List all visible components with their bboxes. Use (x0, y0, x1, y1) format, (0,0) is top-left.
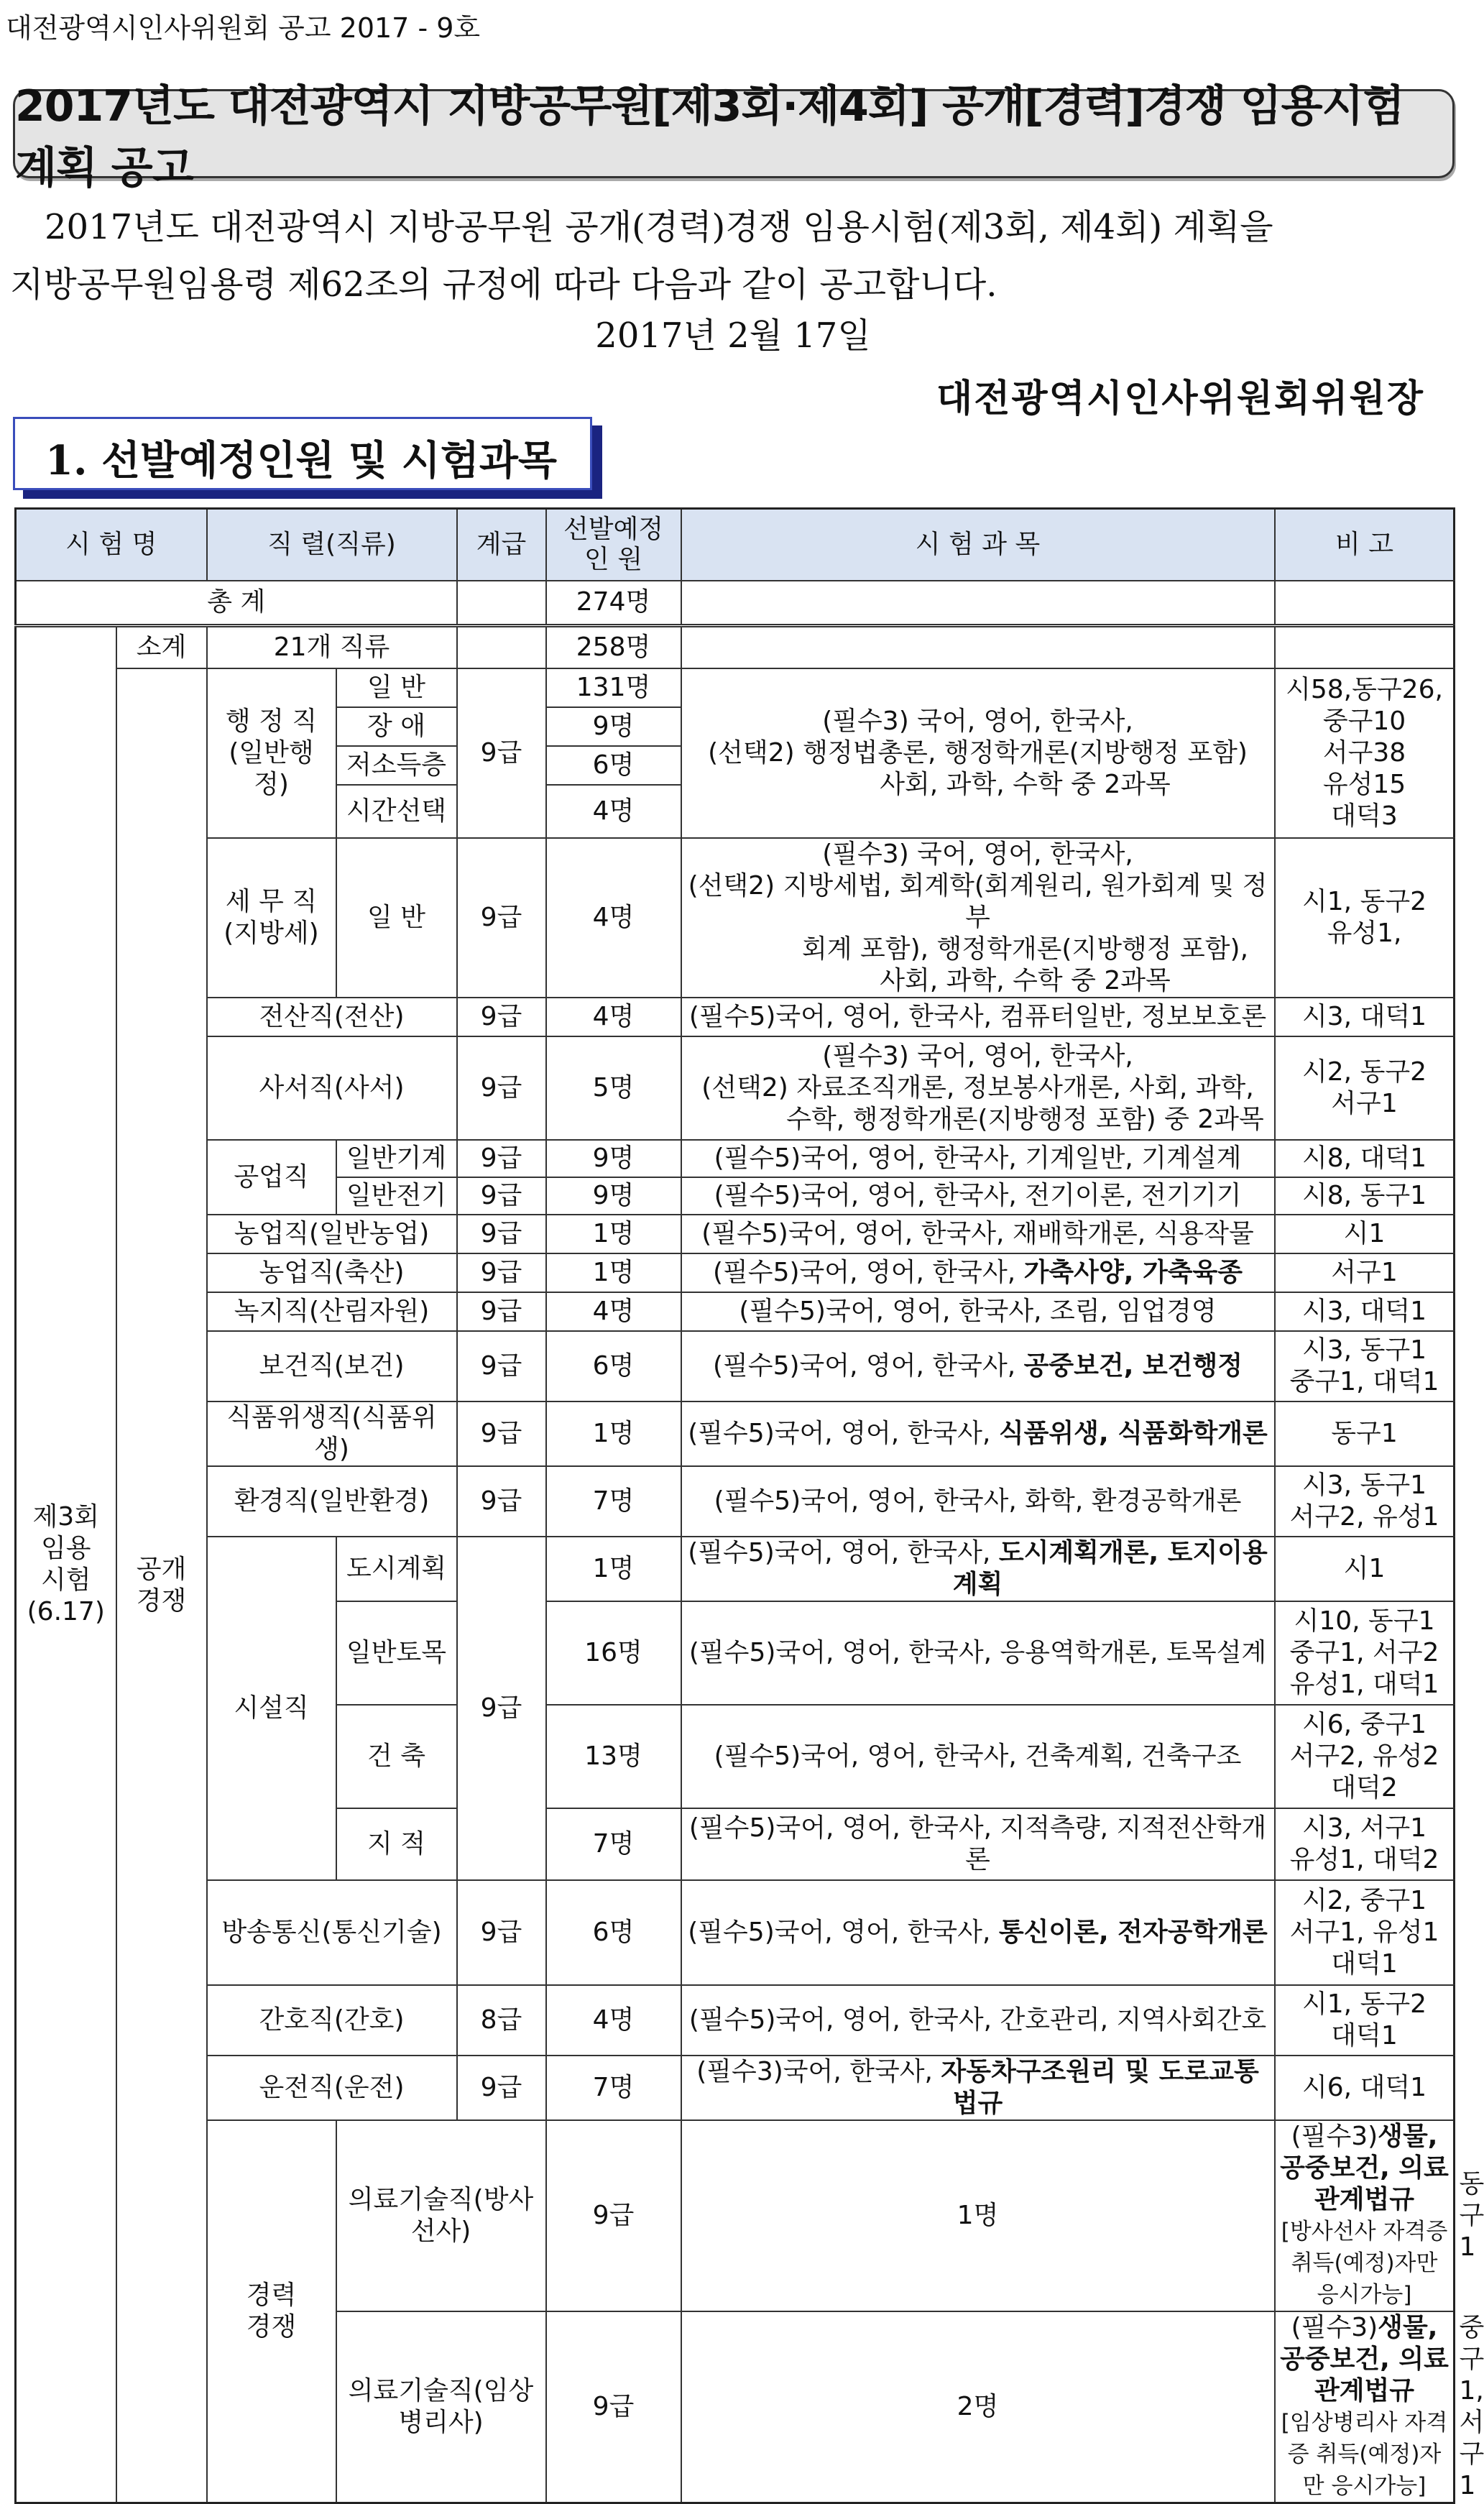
broadcast-remarks (1275, 1880, 1455, 1985)
industrial-elec-remarks: 시8, 동구1 (1275, 1177, 1455, 1215)
librarian-subj-2: (선택2) 자료조직개론, 정보봉사개론, 사회, 과학, (701, 1073, 1254, 1103)
radiology-name: 의료기술직(방사선사) (336, 2120, 546, 2311)
driver-count: 7명 (546, 2056, 681, 2120)
table-row (16, 668, 1455, 707)
driver-subj-common: (필수3)국어, 한국사, (696, 2057, 941, 2086)
driver-subj-major: 자동차구조원리 및 도로교통법규 (941, 2057, 1259, 2118)
env-note-1: 시3, 동구1 (1302, 1470, 1427, 1500)
header-count (546, 509, 681, 581)
exam3-l4: (6.17) (27, 1596, 105, 1626)
forest-grade: 9급 (457, 1292, 546, 1331)
exam-table (14, 507, 1484, 2504)
open-l1: 공개 (136, 1555, 187, 1584)
agri-name: 농업직(일반농업) (207, 1215, 457, 1253)
broadcast-subj-major: 통신이론, 전자공학개론 (998, 1918, 1268, 1947)
arch-note-2: 서구2, 유성2 (1289, 1741, 1439, 1771)
header-grade: 계급 (457, 509, 546, 581)
notice-date: 2017년 2월 17일 (595, 316, 871, 356)
exam3-label (16, 625, 116, 2503)
driver-remarks: 시6, 대덕1 (1275, 2056, 1455, 2120)
exam3-l1: 제3회 (32, 1501, 99, 1532)
facility-civil-count: 16명 (546, 1601, 681, 1705)
tax-subj-1: (필수3) 국어, 영어, 한국사, (822, 839, 1133, 869)
industrial-elec-subjects: (필수5)국어, 영어, 한국사, 전기이론, 전기기기 (681, 1177, 1275, 1215)
facility-survey-type: 지 적 (336, 1808, 457, 1880)
table-row (16, 1253, 1455, 1292)
tax-note-2: 유성1, (1327, 919, 1402, 948)
subtotal-row (16, 625, 1455, 668)
tax-name-1: 세 무 직 (225, 887, 318, 916)
env-grade: 9급 (457, 1466, 546, 1537)
section-title: 1. 선발예정인원 및 시험과목 (45, 437, 558, 484)
broadcast-count: 6명 (546, 1880, 681, 1985)
livestock-name: 농업직(축산) (207, 1253, 457, 1292)
radiology-count: 1명 (681, 2120, 1275, 2311)
header-series: 직 렬(직류) (207, 509, 457, 581)
table-row (16, 2056, 1455, 2120)
forest-remarks: 시3, 대덕1 (1275, 1292, 1455, 1331)
health-grade: 9급 (457, 1331, 546, 1401)
civil-note-3: 유성1, 대덕1 (1289, 1670, 1439, 1699)
industrial-elec-grade: 9급 (457, 1177, 546, 1215)
env-count: 7명 (546, 1466, 681, 1537)
tax-subj-4: 사회, 과학, 수학 중 2과목 (880, 966, 1171, 995)
clinical-grade: 9급 (546, 2311, 681, 2503)
nurse-subjects: (필수5)국어, 영어, 한국사, 간호관리, 지역사회간호 (681, 1985, 1275, 2056)
clinical-subjects (1275, 2311, 1455, 2503)
food-grade: 9급 (457, 1401, 546, 1466)
driver-grade: 9급 (457, 2056, 546, 2120)
admin-count: 9명 (546, 707, 681, 746)
food-name: 식품위생직(식품위생) (207, 1401, 457, 1466)
admin-note-3: 서구38 (1322, 738, 1406, 768)
page-title: 2017년도 대전광역시 지방공무원[제3회·제4회] 공개[경력]경쟁 임용시험 계획 공고 (15, 81, 1404, 193)
industrial-mech-grade: 9급 (457, 1140, 546, 1177)
industrial-elec-type: 일반전기 (336, 1177, 457, 1215)
librarian-note-1: 시2, 동구2 (1302, 1057, 1427, 1087)
table-row: 경력 경쟁 의료기술직(방사선사) 9급 1명 (필수3)생물, 공중보건, 의료관계법규 [방사선사 자격증 취득(예정)자만 응시가능] 동구1 (16, 2120, 1455, 2311)
facility-urban-count: 1명 (546, 1537, 681, 1601)
tax-remarks (1275, 838, 1455, 998)
librarian-subj-3: 수학, 행정학개론(지방행정 포함) 중 2과목 (786, 1105, 1264, 1134)
health-subj-major: 공중보건, 보건행정 (1023, 1351, 1243, 1381)
facility-civil-type: 일반토목 (336, 1601, 457, 1705)
facility-arch-type: 건 축 (336, 1705, 457, 1808)
livestock-subj-major: 가축사양, 가축육종 (1023, 1258, 1243, 1287)
librarian-remarks (1275, 1036, 1455, 1140)
food-subj-common: (필수5)국어, 영어, 한국사, (688, 1419, 999, 1448)
tax-type: 일 반 (336, 838, 457, 998)
table-row (16, 1215, 1455, 1253)
header-count-line1: 선발예정 (563, 515, 664, 544)
tax-grade: 9급 (457, 838, 546, 998)
total-row (16, 581, 1455, 625)
clinical-count: 2명 (681, 2311, 1275, 2503)
broadcast-grade: 9급 (457, 1880, 546, 1985)
facility-arch-subjects: (필수5)국어, 영어, 한국사, 건축계획, 건축구조 (681, 1705, 1275, 1808)
industrial-mech-count: 9명 (546, 1140, 681, 1177)
subtotal-subjects (681, 625, 1275, 668)
subtotal-count: 258명 (546, 625, 681, 668)
header-subjects: 시 험 과 목 (681, 509, 1275, 581)
health-note-2: 중구1, 대덕1 (1289, 1367, 1439, 1396)
agri-subjects: (필수5)국어, 영어, 한국사, 재배학개론, 식용작물 (681, 1215, 1275, 1253)
arch-note-1: 시6, 중구1 (1302, 1710, 1427, 1739)
section-heading (13, 417, 592, 490)
table-header-row (16, 509, 1455, 581)
tax-note-1: 시1, 동구2 (1302, 887, 1427, 916)
tax-subjects (681, 838, 1275, 998)
admin-remarks (1275, 668, 1455, 838)
urban-subj-common: (필수5)국어, 영어, 한국사, (688, 1538, 999, 1568)
facility-grade: 9급 (457, 1537, 546, 1880)
subtotal-remarks (1275, 625, 1455, 668)
librarian-count: 5명 (546, 1036, 681, 1140)
agri-remarks: 시1 (1275, 1215, 1455, 1253)
total-remarks (1275, 581, 1455, 625)
health-note-1: 시3, 동구1 (1302, 1335, 1427, 1365)
nurse-note-2: 대덕1 (1331, 2021, 1398, 2050)
facility-arch-count: 13명 (546, 1705, 681, 1808)
facility-survey-subjects: (필수5)국어, 영어, 한국사, 지적측량, 지적전산학개론 (681, 1808, 1275, 1880)
facility-civil-remarks (1275, 1601, 1455, 1705)
food-count: 1명 (546, 1401, 681, 1466)
livestock-count: 1명 (546, 1253, 681, 1292)
radiology-grade: 9급 (546, 2120, 681, 2311)
computing-remarks: 시3, 대덕1 (1275, 998, 1455, 1036)
librarian-name: 사서직(사서) (207, 1036, 457, 1140)
industrial-mech-remarks: 시8, 대덕1 (1275, 1140, 1455, 1177)
admin-type: 장 애 (336, 707, 457, 746)
radiology-subj-major: 생물, 공중보건, 의료관계법규 (1280, 2122, 1449, 2214)
subtotal-grade (457, 625, 546, 668)
career-l2: 경쟁 (246, 2312, 297, 2342)
facility-name: 시설직 (207, 1537, 336, 1880)
librarian-note-2: 서구1 (1331, 1089, 1398, 1118)
signer: 대전광역시인사위원회위원장 (936, 377, 1424, 420)
env-subjects: (필수5)국어, 영어, 한국사, 화학, 환경공학개론 (681, 1466, 1275, 1537)
health-subj-common: (필수5)국어, 영어, 한국사, (712, 1351, 1024, 1381)
food-remarks: 동구1 (1275, 1401, 1455, 1466)
admin-name-1: 행 정 직 (225, 706, 318, 736)
table-row (16, 1331, 1455, 1401)
total-count: 274명 (546, 581, 681, 625)
admin-type: 저소득층 (336, 746, 457, 785)
header-count-line2: 인 원 (584, 545, 643, 574)
env-name: 환경직(일반환경) (207, 1466, 457, 1537)
industrial-elec-count: 9명 (546, 1177, 681, 1215)
industrial-mech-type: 일반기계 (336, 1140, 457, 1177)
broadcast-note-2: 서구1, 유성1 (1289, 1918, 1439, 1947)
header-exam: 시 험 명 (16, 509, 207, 581)
librarian-subj-1: (필수3) 국어, 영어, 한국사, (822, 1041, 1133, 1071)
tax-subj-3: 회계 포함), 행정학개론(지방행정 포함), (802, 934, 1249, 964)
computing-name: 전산직(전산) (207, 998, 457, 1036)
admin-subj-1: (필수3) 국어, 영어, 한국사, (822, 706, 1133, 736)
tax-name (207, 838, 336, 998)
facility-arch-remarks (1275, 1705, 1455, 1808)
broadcast-subj-common: (필수5)국어, 영어, 한국사, (688, 1918, 999, 1947)
radiology-subj-prefix: (필수3) (1291, 2122, 1378, 2151)
total-subjects (681, 581, 1275, 625)
admin-type: 일 반 (336, 668, 457, 707)
health-subjects (681, 1331, 1275, 1401)
survey-note-2: 유성1, 대덕2 (1289, 1845, 1439, 1874)
broadcast-note-1: 시2, 중구1 (1302, 1886, 1427, 1915)
facility-urban-type: 도시계획 (336, 1537, 457, 1601)
admin-grade: 9급 (457, 668, 546, 838)
forest-subjects: (필수5)국어, 영어, 한국사, 조림, 임업경영 (681, 1292, 1275, 1331)
admin-note-4: 유성15 (1322, 770, 1406, 799)
urban-subj-major: 도시계획개론, 토지이용계획 (952, 1538, 1268, 1599)
table-row (16, 838, 1455, 998)
facility-survey-count: 7명 (546, 1808, 681, 1880)
facility-survey-remarks (1275, 1808, 1455, 1880)
broadcast-subjects (681, 1880, 1275, 1985)
nurse-note-1: 시1, 동구2 (1302, 1989, 1427, 2019)
industrial-name: 공업직 (207, 1140, 336, 1215)
env-note-2: 서구2, 유성1 (1289, 1502, 1439, 1532)
forest-name: 녹지직(산림자원) (207, 1292, 457, 1331)
arch-note-3: 대덕2 (1331, 1773, 1398, 1803)
clinical-subj-major: 생물, 공중보건, 의료관계법규 (1280, 2313, 1449, 2406)
intro-paragraph (10, 198, 1446, 313)
health-count: 6명 (546, 1331, 681, 1401)
librarian-subjects (681, 1036, 1275, 1140)
exam3-l3: 시험 (40, 1565, 91, 1595)
radiology-subjects (1275, 2120, 1455, 2311)
admin-subjects (681, 668, 1275, 838)
survey-note-1: 시3, 서구1 (1302, 1813, 1427, 1843)
admin-note-1: 시58,동구26, (1286, 675, 1443, 704)
nurse-grade: 8급 (457, 1985, 546, 2056)
total-label: 총 계 (16, 581, 457, 625)
clinical-subj-condition: [임상병리사 자격증 취득(예정)자만 응시가능] (1281, 2410, 1448, 2499)
computing-count: 4명 (546, 998, 681, 1036)
tax-subj-2: (선택2) 지방세법, 회계학(회계원리, 원가회계 및 정부 (688, 871, 1268, 932)
nurse-name: 간호직(간호) (207, 1985, 457, 2056)
nurse-remarks (1275, 1985, 1455, 2056)
nurse-count: 4명 (546, 1985, 681, 2056)
forest-count: 4명 (546, 1292, 681, 1331)
admin-note-5: 대덕3 (1331, 801, 1398, 831)
env-remarks (1275, 1466, 1455, 1537)
admin-name (207, 668, 336, 838)
table-row (16, 998, 1455, 1036)
total-grade (457, 581, 546, 625)
facility-urban-remarks: 시1 (1275, 1537, 1455, 1601)
tax-name-2: (지방세) (223, 919, 319, 948)
header-remarks: 비 고 (1275, 509, 1455, 581)
subtotal-label: 소계 (116, 625, 207, 668)
intro-line-1: 2017년도 대전광역시 지방공무원 공개(경력)경쟁 임용시험(제3회, 제4회) 계획을 (45, 207, 1273, 247)
table-row (16, 1036, 1455, 1140)
open-label (116, 668, 207, 2503)
food-subjects (681, 1401, 1275, 1466)
civil-note-2: 중구1, 서구2 (1289, 1638, 1439, 1667)
civil-note-1: 시10, 동구1 (1294, 1606, 1435, 1636)
notice-number: 대전광역시인사위원회 공고 2017 - 9호 (6, 12, 481, 44)
computing-grade: 9급 (457, 998, 546, 1036)
table-row (16, 1140, 1455, 1177)
career-label (207, 2120, 336, 2503)
admin-count: 4명 (546, 785, 681, 838)
table-row (16, 1985, 1455, 2056)
livestock-subj-common: (필수5)국어, 영어, 한국사, (712, 1258, 1024, 1287)
livestock-subjects (681, 1253, 1275, 1292)
table-row (16, 1880, 1455, 1985)
admin-subj-2: (선택2) 행정법총론, 행정학개론(지방행정 포함) (708, 738, 1248, 768)
subtotal-series: 21개 직류 (207, 625, 457, 668)
livestock-grade: 9급 (457, 1253, 546, 1292)
admin-count: 6명 (546, 746, 681, 785)
facility-civil-subjects: (필수5)국어, 영어, 한국사, 응용역학개론, 토목설계 (681, 1601, 1275, 1705)
admin-subj-3: 사회, 과학, 수학 중 2과목 (880, 770, 1171, 799)
admin-type: 시간선택 (336, 785, 457, 838)
radiology-subj-condition: [방사선사 자격증 취득(예정)자만 응시가능] (1281, 2219, 1448, 2308)
health-remarks (1275, 1331, 1455, 1401)
table-row (16, 1292, 1455, 1331)
admin-name-2: (일반행정) (229, 738, 314, 799)
title-banner (13, 81, 1455, 193)
table-row: 의료기술직(임상병리사) 9급 2명 (필수3)생물, 공중보건, 의료관계법규 [임상병리사 자격증 취득(예정)자만 응시가능] 중구1,서구1 (16, 2311, 1455, 2503)
broadcast-note-3: 대덕1 (1331, 1949, 1398, 1979)
admin-count: 131명 (546, 668, 681, 707)
clinical-subj-prefix: (필수3) (1291, 2313, 1378, 2342)
table-row (16, 1466, 1455, 1537)
driver-name: 운전직(운전) (207, 2056, 457, 2120)
industrial-mech-subjects: (필수5)국어, 영어, 한국사, 기계일반, 기계설계 (681, 1140, 1275, 1177)
librarian-grade: 9급 (457, 1036, 546, 1140)
agri-grade: 9급 (457, 1215, 546, 1253)
driver-subjects (681, 2056, 1275, 2120)
open-l2: 경쟁 (136, 1586, 187, 1616)
computing-subjects: (필수5)국어, 영어, 한국사, 컴퓨터일반, 정보보호론 (681, 998, 1275, 1036)
table-row (16, 1537, 1455, 1601)
admin-note-2: 중구10 (1322, 706, 1406, 736)
health-name: 보건직(보건) (207, 1331, 457, 1401)
food-subj-major: 식품위생, 식품화학개론 (998, 1419, 1268, 1448)
clinical-name: 의료기술직(임상병리사) (336, 2311, 546, 2503)
intro-line-2: 지방공무원임용령 제62조의 규정에 따라 다음과 같이 공고합니다. (10, 264, 997, 305)
livestock-remarks: 서구1 (1275, 1253, 1455, 1292)
career-l1: 경력 (246, 2280, 297, 2310)
broadcast-name: 방송통신(통신기술) (207, 1880, 457, 1985)
table-row (16, 1401, 1455, 1466)
tax-count: 4명 (546, 838, 681, 998)
facility-urban-subjects (681, 1537, 1275, 1601)
exam3-l2: 임용 (40, 1533, 91, 1563)
agri-count: 1명 (546, 1215, 681, 1253)
